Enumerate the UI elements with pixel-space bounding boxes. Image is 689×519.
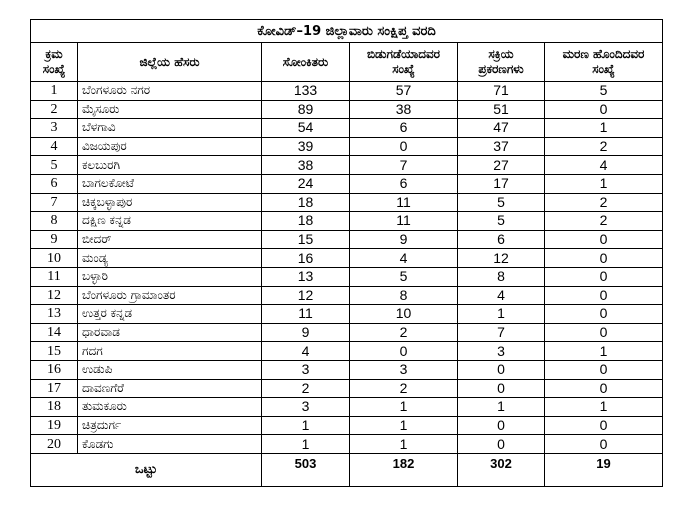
cell-discharged: 38	[350, 100, 458, 119]
cell-active: 17	[458, 174, 545, 193]
cell-discharged: 2	[350, 379, 458, 398]
table-row	[31, 267, 663, 286]
cell-infected: 11	[262, 305, 350, 324]
cell-discharged: 3	[350, 360, 458, 379]
cell-active: 12	[458, 249, 545, 268]
cell-sl: 1	[31, 82, 78, 101]
cell-discharged: 2	[350, 323, 458, 342]
cell-discharged: 7	[350, 156, 458, 175]
cell-active: 51	[458, 100, 545, 119]
cell-infected: 13	[262, 267, 350, 286]
total-infected: 503	[262, 453, 350, 486]
cell-district: ದಕ್ಷಿಣ ಕನ್ನಡ	[78, 212, 262, 231]
cell-infected: 9	[262, 323, 350, 342]
header-discharged-line1: ಬಿಡುಗಡೆಯಾದವರ	[366, 47, 441, 61]
cell-sl: 11	[31, 267, 78, 286]
cell-infected: 2	[262, 379, 350, 398]
cell-sl: 7	[31, 193, 78, 212]
cell-deaths: 0	[545, 416, 663, 435]
cell-discharged: 57	[350, 82, 458, 101]
cell-deaths: 0	[545, 249, 663, 268]
cell-active: 3	[458, 342, 545, 361]
cell-discharged: 0	[350, 137, 458, 156]
header-active-line2: ಪ್ರಕರಣಗಳು	[478, 62, 524, 76]
cell-discharged: 9	[350, 230, 458, 249]
cell-infected: 39	[262, 137, 350, 156]
cell-district: ಮೈಸೂರು	[78, 100, 262, 119]
cell-district: ಗದಗ	[78, 342, 262, 361]
cell-active: 8	[458, 267, 545, 286]
table-row	[31, 230, 663, 249]
table-row	[31, 119, 663, 138]
total-discharged: 182	[350, 453, 458, 486]
cell-infected: 4	[262, 342, 350, 361]
cell-sl: 12	[31, 286, 78, 305]
total-label: ಒಟ್ಟು	[31, 453, 262, 486]
cell-sl: 19	[31, 416, 78, 435]
cell-active: 5	[458, 212, 545, 231]
cell-district: ಬಳ್ಳಾರಿ	[78, 267, 262, 286]
cell-active: 1	[458, 398, 545, 417]
cell-deaths: 0	[545, 100, 663, 119]
cell-district: ಕೊಡಗು	[78, 435, 262, 454]
cell-district: ಉಡುಪಿ	[78, 360, 262, 379]
cell-district: ಬೆಂಗಳೂರು ನಗರ	[78, 82, 262, 101]
cell-district: ಬಾಗಲಕೋಟೆ	[78, 174, 262, 193]
cell-sl: 3	[31, 119, 78, 138]
table-row	[31, 193, 663, 212]
header-deaths-line1: ಮರಣ ಹೊಂದಿದವರ	[562, 47, 645, 61]
cell-deaths: 1	[545, 119, 663, 138]
cell-deaths: 2	[545, 212, 663, 231]
cell-active: 1	[458, 305, 545, 324]
cell-infected: 3	[262, 398, 350, 417]
header-active	[458, 43, 545, 82]
cell-district: ಬೀದರ್	[78, 230, 262, 249]
cell-deaths: 0	[545, 230, 663, 249]
cell-infected: 16	[262, 249, 350, 268]
title-row	[31, 20, 663, 43]
cell-active: 5	[458, 193, 545, 212]
cell-infected: 24	[262, 174, 350, 193]
cell-active: 71	[458, 82, 545, 101]
cell-sl: 15	[31, 342, 78, 361]
header-discharged-line2: ಸಂಖ್ಯೆ	[392, 62, 415, 76]
header-infected: ಸೋಂಕಿತರು	[262, 43, 350, 82]
cell-district: ತುಮಕೂರು	[78, 398, 262, 417]
cell-sl: 14	[31, 323, 78, 342]
cell-sl: 18	[31, 398, 78, 417]
header-deaths	[545, 43, 663, 82]
cell-infected: 38	[262, 156, 350, 175]
total-deaths: 19	[545, 453, 663, 486]
table-row	[31, 435, 663, 454]
cell-infected: 54	[262, 119, 350, 138]
cell-deaths: 1	[545, 398, 663, 417]
table-row	[31, 416, 663, 435]
cell-district: ವಿಜಯಪುರ	[78, 137, 262, 156]
cell-sl: 17	[31, 379, 78, 398]
cell-district: ದಾವಣಗೆರೆ	[78, 379, 262, 398]
cell-infected: 1	[262, 416, 350, 435]
header-sl-line1: ಕ್ರಮ	[45, 47, 63, 61]
cell-infected: 3	[262, 360, 350, 379]
table-title: ಕೋವಿಡ್–19 ಜಿಲ್ಲಾವಾರು ಸಂಕ್ಷಿಪ್ತ ವರದಿ	[31, 20, 663, 43]
cell-infected: 18	[262, 212, 350, 231]
cell-deaths: 4	[545, 156, 663, 175]
cell-active: 0	[458, 360, 545, 379]
table-row	[31, 82, 663, 101]
cell-active: 47	[458, 119, 545, 138]
cell-infected: 12	[262, 286, 350, 305]
table-body	[31, 82, 663, 454]
table-row	[31, 286, 663, 305]
table-row	[31, 305, 663, 324]
table-row	[31, 323, 663, 342]
table-row	[31, 174, 663, 193]
cell-discharged: 10	[350, 305, 458, 324]
cell-sl: 16	[31, 360, 78, 379]
cell-discharged: 4	[350, 249, 458, 268]
cell-deaths: 2	[545, 193, 663, 212]
cell-deaths: 0	[545, 360, 663, 379]
total-row	[31, 453, 663, 486]
cell-deaths: 1	[545, 342, 663, 361]
cell-district: ಚಿಕ್ಕಬಳ್ಳಾಪುರ	[78, 193, 262, 212]
header-sl	[31, 43, 78, 82]
cell-sl: 6	[31, 174, 78, 193]
header-sl-line2: ಸಂಖ್ಯೆ	[42, 62, 66, 76]
cell-infected: 15	[262, 230, 350, 249]
cell-district: ಕಲಬುರಗಿ	[78, 156, 262, 175]
cell-sl: 4	[31, 137, 78, 156]
cell-discharged: 5	[350, 267, 458, 286]
table-row	[31, 156, 663, 175]
cell-deaths: 0	[545, 286, 663, 305]
cell-district: ಚಿತ್ರದುರ್ಗ	[78, 416, 262, 435]
cell-active: 0	[458, 379, 545, 398]
cell-sl: 20	[31, 435, 78, 454]
cell-discharged: 0	[350, 342, 458, 361]
cell-infected: 133	[262, 82, 350, 101]
table-row	[31, 100, 663, 119]
cell-infected: 18	[262, 193, 350, 212]
header-row	[31, 43, 663, 82]
cell-district: ಮಂಡ್ಯ	[78, 249, 262, 268]
cell-active: 6	[458, 230, 545, 249]
header-deaths-line2: ಸಂಖ್ಯೆ	[592, 62, 615, 76]
cell-deaths: 0	[545, 379, 663, 398]
cell-deaths: 1	[545, 174, 663, 193]
table-row	[31, 137, 663, 156]
cell-active: 4	[458, 286, 545, 305]
cell-sl: 10	[31, 249, 78, 268]
table-row	[31, 398, 663, 417]
table-row	[31, 342, 663, 361]
cell-active: 0	[458, 435, 545, 454]
cell-discharged: 6	[350, 174, 458, 193]
cell-sl: 8	[31, 212, 78, 231]
cell-discharged: 11	[350, 212, 458, 231]
cell-discharged: 1	[350, 416, 458, 435]
header-district: ಜಿಲ್ಲೆಯ ಹೆಸರು	[78, 43, 262, 82]
cell-active: 0	[458, 416, 545, 435]
cell-discharged: 8	[350, 286, 458, 305]
cell-district: ಧಾರವಾಡ	[78, 323, 262, 342]
header-discharged	[350, 43, 458, 82]
table-row	[31, 212, 663, 231]
cell-infected: 89	[262, 100, 350, 119]
cell-deaths: 0	[545, 267, 663, 286]
total-active: 302	[458, 453, 545, 486]
cell-discharged: 1	[350, 398, 458, 417]
cell-sl: 13	[31, 305, 78, 324]
cell-deaths: 0	[545, 435, 663, 454]
cell-deaths: 5	[545, 82, 663, 101]
cell-sl: 9	[31, 230, 78, 249]
cell-active: 27	[458, 156, 545, 175]
cell-discharged: 6	[350, 119, 458, 138]
cell-sl: 2	[31, 100, 78, 119]
cell-district: ಬೆಳಗಾವಿ	[78, 119, 262, 138]
cell-deaths: 0	[545, 305, 663, 324]
cell-active: 37	[458, 137, 545, 156]
cell-discharged: 11	[350, 193, 458, 212]
cell-sl: 5	[31, 156, 78, 175]
cell-district: ಬೆಂಗಳೂರು ಗ್ರಾಮಾಂತರ	[78, 286, 262, 305]
cell-district: ಉತ್ತರ ಕನ್ನಡ	[78, 305, 262, 324]
cell-deaths: 2	[545, 137, 663, 156]
header-active-line1: ಸಕ್ರಿಯ	[488, 47, 514, 61]
covid-district-table	[30, 19, 663, 487]
table-row	[31, 379, 663, 398]
cell-deaths: 0	[545, 323, 663, 342]
table-row	[31, 249, 663, 268]
cell-active: 7	[458, 323, 545, 342]
table-row	[31, 360, 663, 379]
cell-infected: 1	[262, 435, 350, 454]
cell-discharged: 1	[350, 435, 458, 454]
